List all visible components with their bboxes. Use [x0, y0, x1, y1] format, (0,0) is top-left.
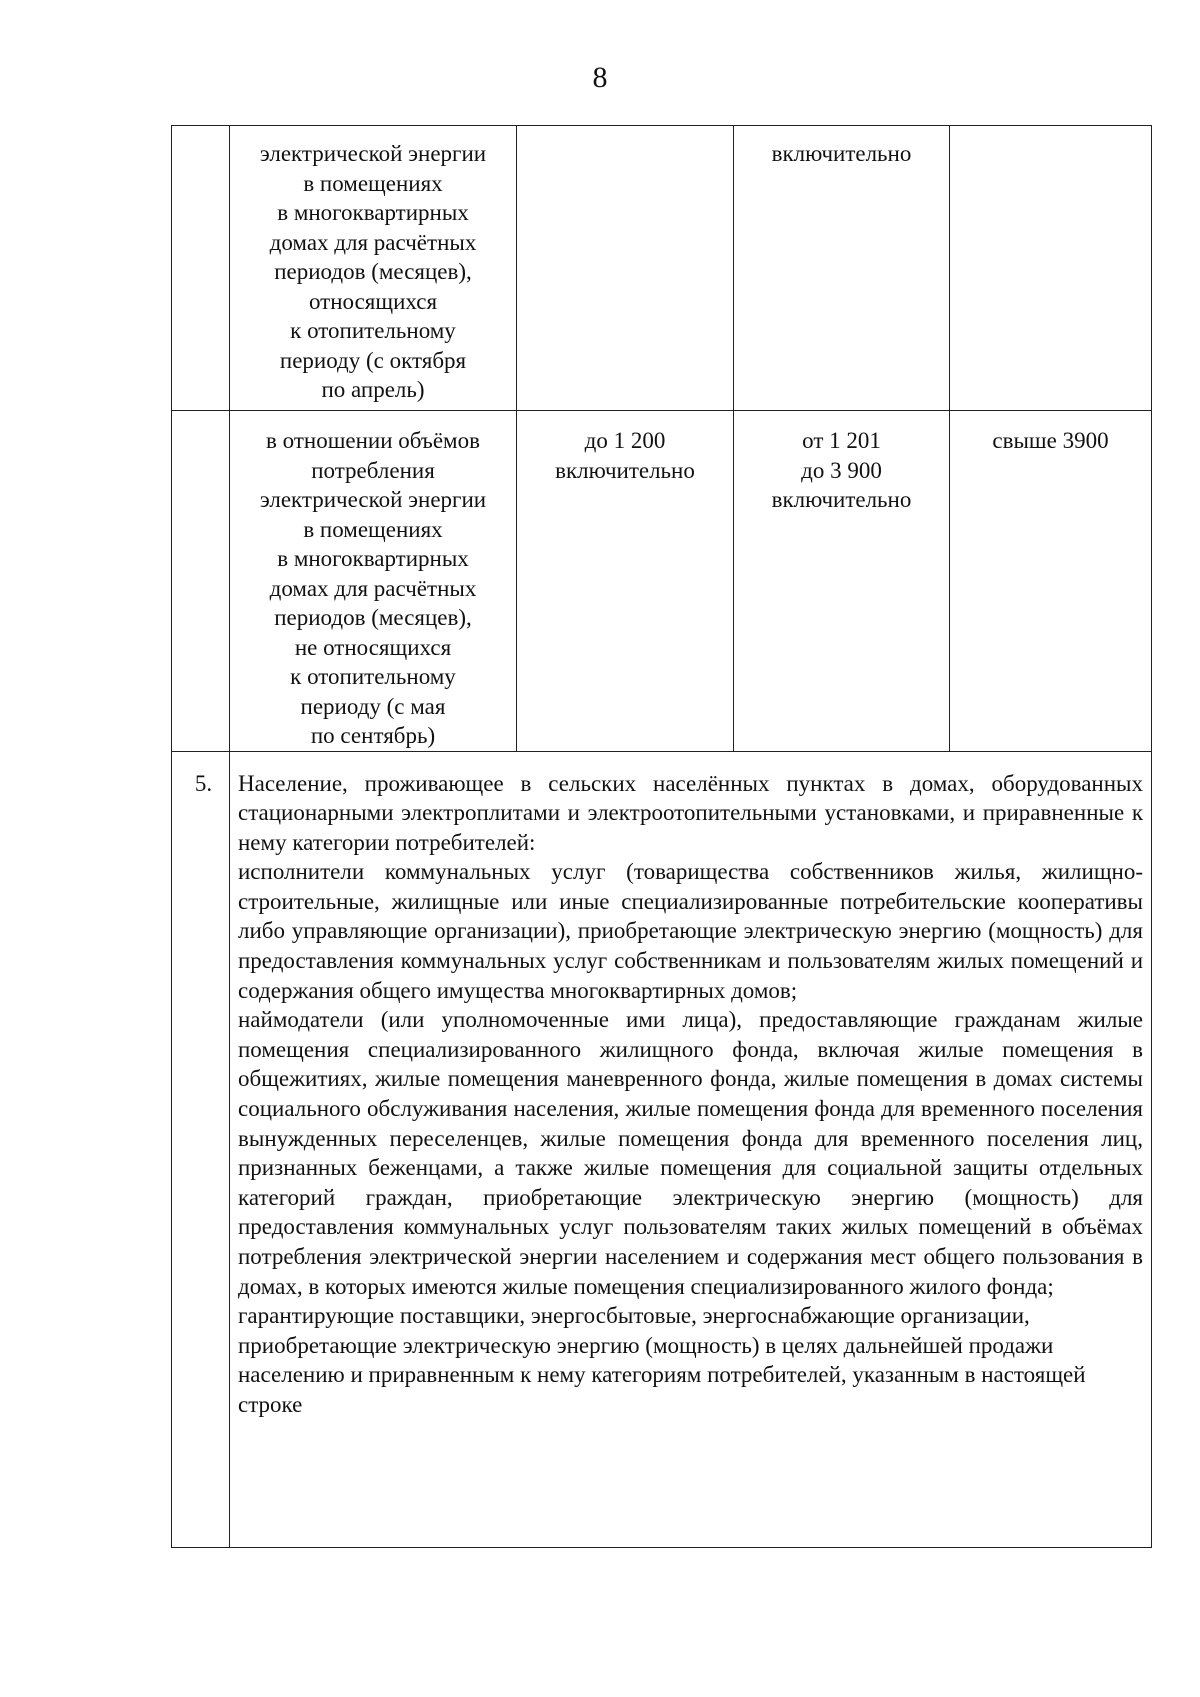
high-range-text: свыше 3900	[992, 428, 1109, 453]
description-text: электрической энергии в помещениях в многоквартирных домах для расчётных периодов (месяцев), относящихся к отопительному периоду (с октября по апрель)	[259, 141, 487, 402]
tariff-table	[171, 125, 1152, 1548]
low-range-text: до 1 200 включительно	[555, 428, 695, 483]
row-number-cell	[172, 751, 230, 1547]
row-number-cell-empty	[172, 126, 230, 411]
table-row-5	[172, 751, 1152, 1547]
category-paragraph: гарантирующие поставщики, энергосбытовые, энергоснабжающие организации, приобретающие электрическую энергию (мощность) в целях дальнейшей продажи населению и приравненным к нему категориям потребителей, указанным в настоящей строке	[238, 1303, 1086, 1417]
high-range-cell	[950, 411, 1152, 752]
mid-range-text: включительно	[771, 141, 912, 166]
low-range-cell	[517, 126, 734, 411]
description-cell	[230, 126, 517, 411]
high-range-cell	[950, 126, 1152, 411]
mid-range-cell	[734, 411, 950, 752]
page-number: 8	[592, 61, 608, 94]
table-row-non-heating-period	[172, 411, 1152, 752]
consumer-category-cell	[230, 751, 1152, 1547]
mid-range-text: от 1 201 до 3 900 включительно	[771, 428, 912, 512]
table-row-heating-period	[172, 126, 1152, 411]
high-range-text	[950, 126, 1151, 139]
category-paragraph: исполнители коммунальных услуг (товарищества собственников жилья, жилищно-строительные, жилищные или иные специализированные потребительские кооперативы либо управляющие организации), приобретающие электрическую энергию (мощность) для предоставления коммунальных услуг собственникам и пользователям жилых помещений и содержания общего имущества многоквартирных домов;	[238, 859, 1143, 1003]
category-paragraph: Население, проживающее в сельских населённых пунктах в домах, оборудованных стационарными электроплитами и электроотопительными установками, и приравненные к нему категории потребителей:	[238, 770, 1143, 855]
row-number: 5.	[194, 770, 213, 796]
description-text: в отношении объёмов потребления электрической энергии в помещениях в многоквартирных домах для расчётных периодов (месяцев), не относящихся к отопительному периоду (с мая по сентябрь)	[259, 428, 487, 748]
low-range-cell	[517, 411, 734, 752]
category-paragraph: наймодатели (или уполномоченные ими лица), предоставляющие гражданам жилые помещения специализированного жилищного фонда, включая жилые помещения в общежитиях, жилые помещения маневренного фонда, жилые помещения в домах системы социального обслуживания населения, жилые помещения фонда для временного поселения вынужденных переселенцев, жилые помещения фонда для временного поселения лиц, признанных беженцами, а также жилые помещения для социальной защиты отдельных категорий граждан, приобретающие электрическую энергию (мощность) для предоставления коммунальных услуг пользователям таких жилых помещений в объёмах потребления электрической энергии населением и содержания мест общего пользования в домах, в которых имеются жилые помещения специализированного жилого фонда;	[238, 1007, 1143, 1299]
low-range-text	[517, 126, 733, 139]
mid-range-cell	[734, 126, 950, 411]
row-number-cell-empty	[172, 411, 230, 752]
description-cell	[230, 411, 517, 752]
